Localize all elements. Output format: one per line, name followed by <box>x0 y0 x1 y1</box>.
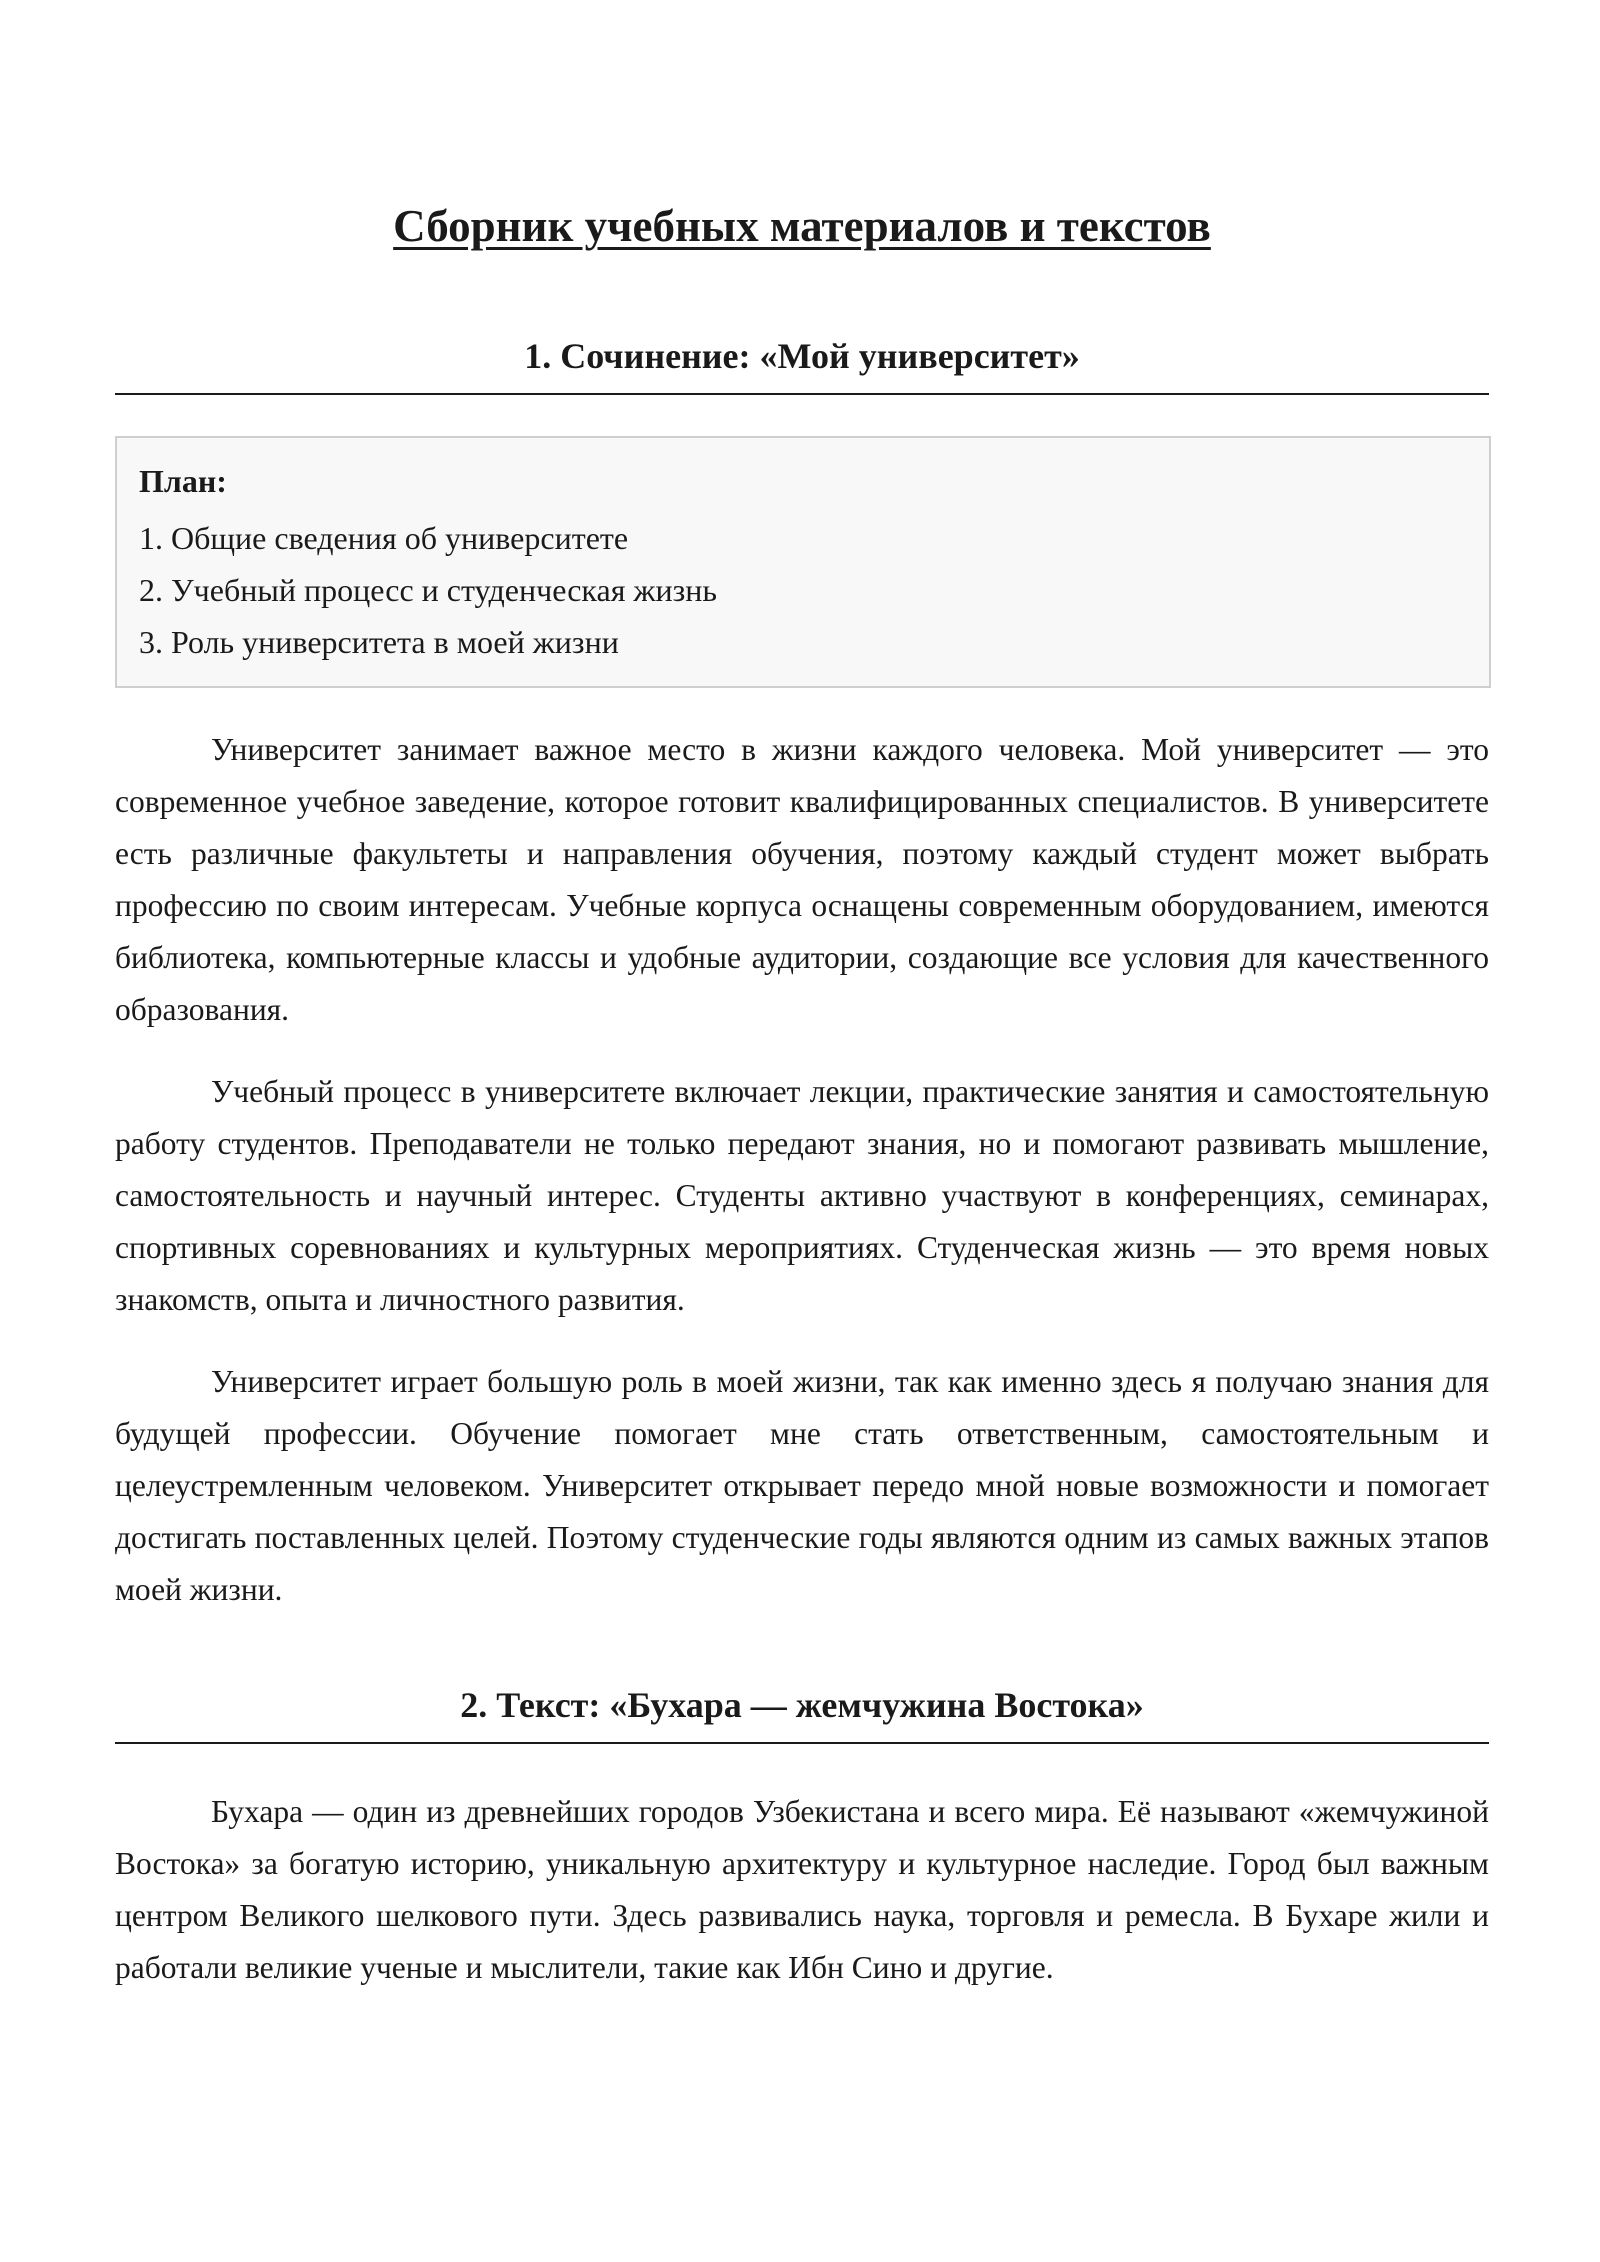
section-1-heading: 1. Сочинение: «Мой университет» <box>524 336 1080 376</box>
section-2-divider <box>115 1742 1489 1744</box>
plan-item-2: 2. Учебный процесс и студенческая жизнь <box>139 572 717 608</box>
plan-box <box>115 436 1491 688</box>
plan-item-3: 3. Роль университета в моей жизни <box>139 624 619 660</box>
essay-paragraph-2: Учебный процесс в университете включает лекции, практические занятия и самостоятельную работу студентов. Преподаватели не только передают знания, но и помогают развивать мышление, самостоятельность и научный интерес. Студенты активно участвуют в конференциях, семинарах, спортивных соревнованиях и культурных мероприятиях. Студенческая жизнь — это время новых знакомств, опыта и личностного развития. <box>115 1074 1489 1317</box>
essay-paragraph-1: Университет занимает важное место в жизни каждого человека. Мой университет — это современное учебное заведение, которое готовит квалифицированных специалистов. В университете есть различные факультеты и направления обучения, поэтому каждый студент может выбрать профессию по своим интересам. Учебные корпуса оснащены современным оборудованием, имеются библиотека, компьютерные классы и удобные аудитории, создающие все условия для качественного образования. <box>115 732 1489 1027</box>
bukhara-paragraph-1: Бухара — один из древнейших городов Узбекистана и всего мира. Её называют «жемчужиной Востока» за богатую историю, уникальную архитектуру и культурное наследие. Город был важным центром Великого шелкового пути. Здесь развивались наука, торговля и ремесла. В Бухаре жили и работали великие ученые и мыслители, такие как Ибн Сино и другие. <box>115 1794 1489 1985</box>
section-2-heading: 2. Текст: «Бухара — жемчужина Востока» <box>460 1685 1144 1725</box>
section-1-divider <box>115 393 1489 395</box>
plan-item-1: 1. Общие сведения об университете <box>139 520 629 556</box>
essay-paragraph-3: Университет играет большую роль в моей жизни, так как именно здесь я получаю знания для будущей профессии. Обучение помогает мне стать ответственным, самостоятельным и целеустремленным человеком. Университет открывает передо мной новые возможности и помогает достигать поставленных целей. Поэтому студенческие годы являются одним из самых важных этапов моей жизни. <box>115 1364 1489 1607</box>
plan-heading: План: <box>139 463 227 499</box>
document-title: Сборник учебных материалов и текстов <box>393 201 1211 251</box>
